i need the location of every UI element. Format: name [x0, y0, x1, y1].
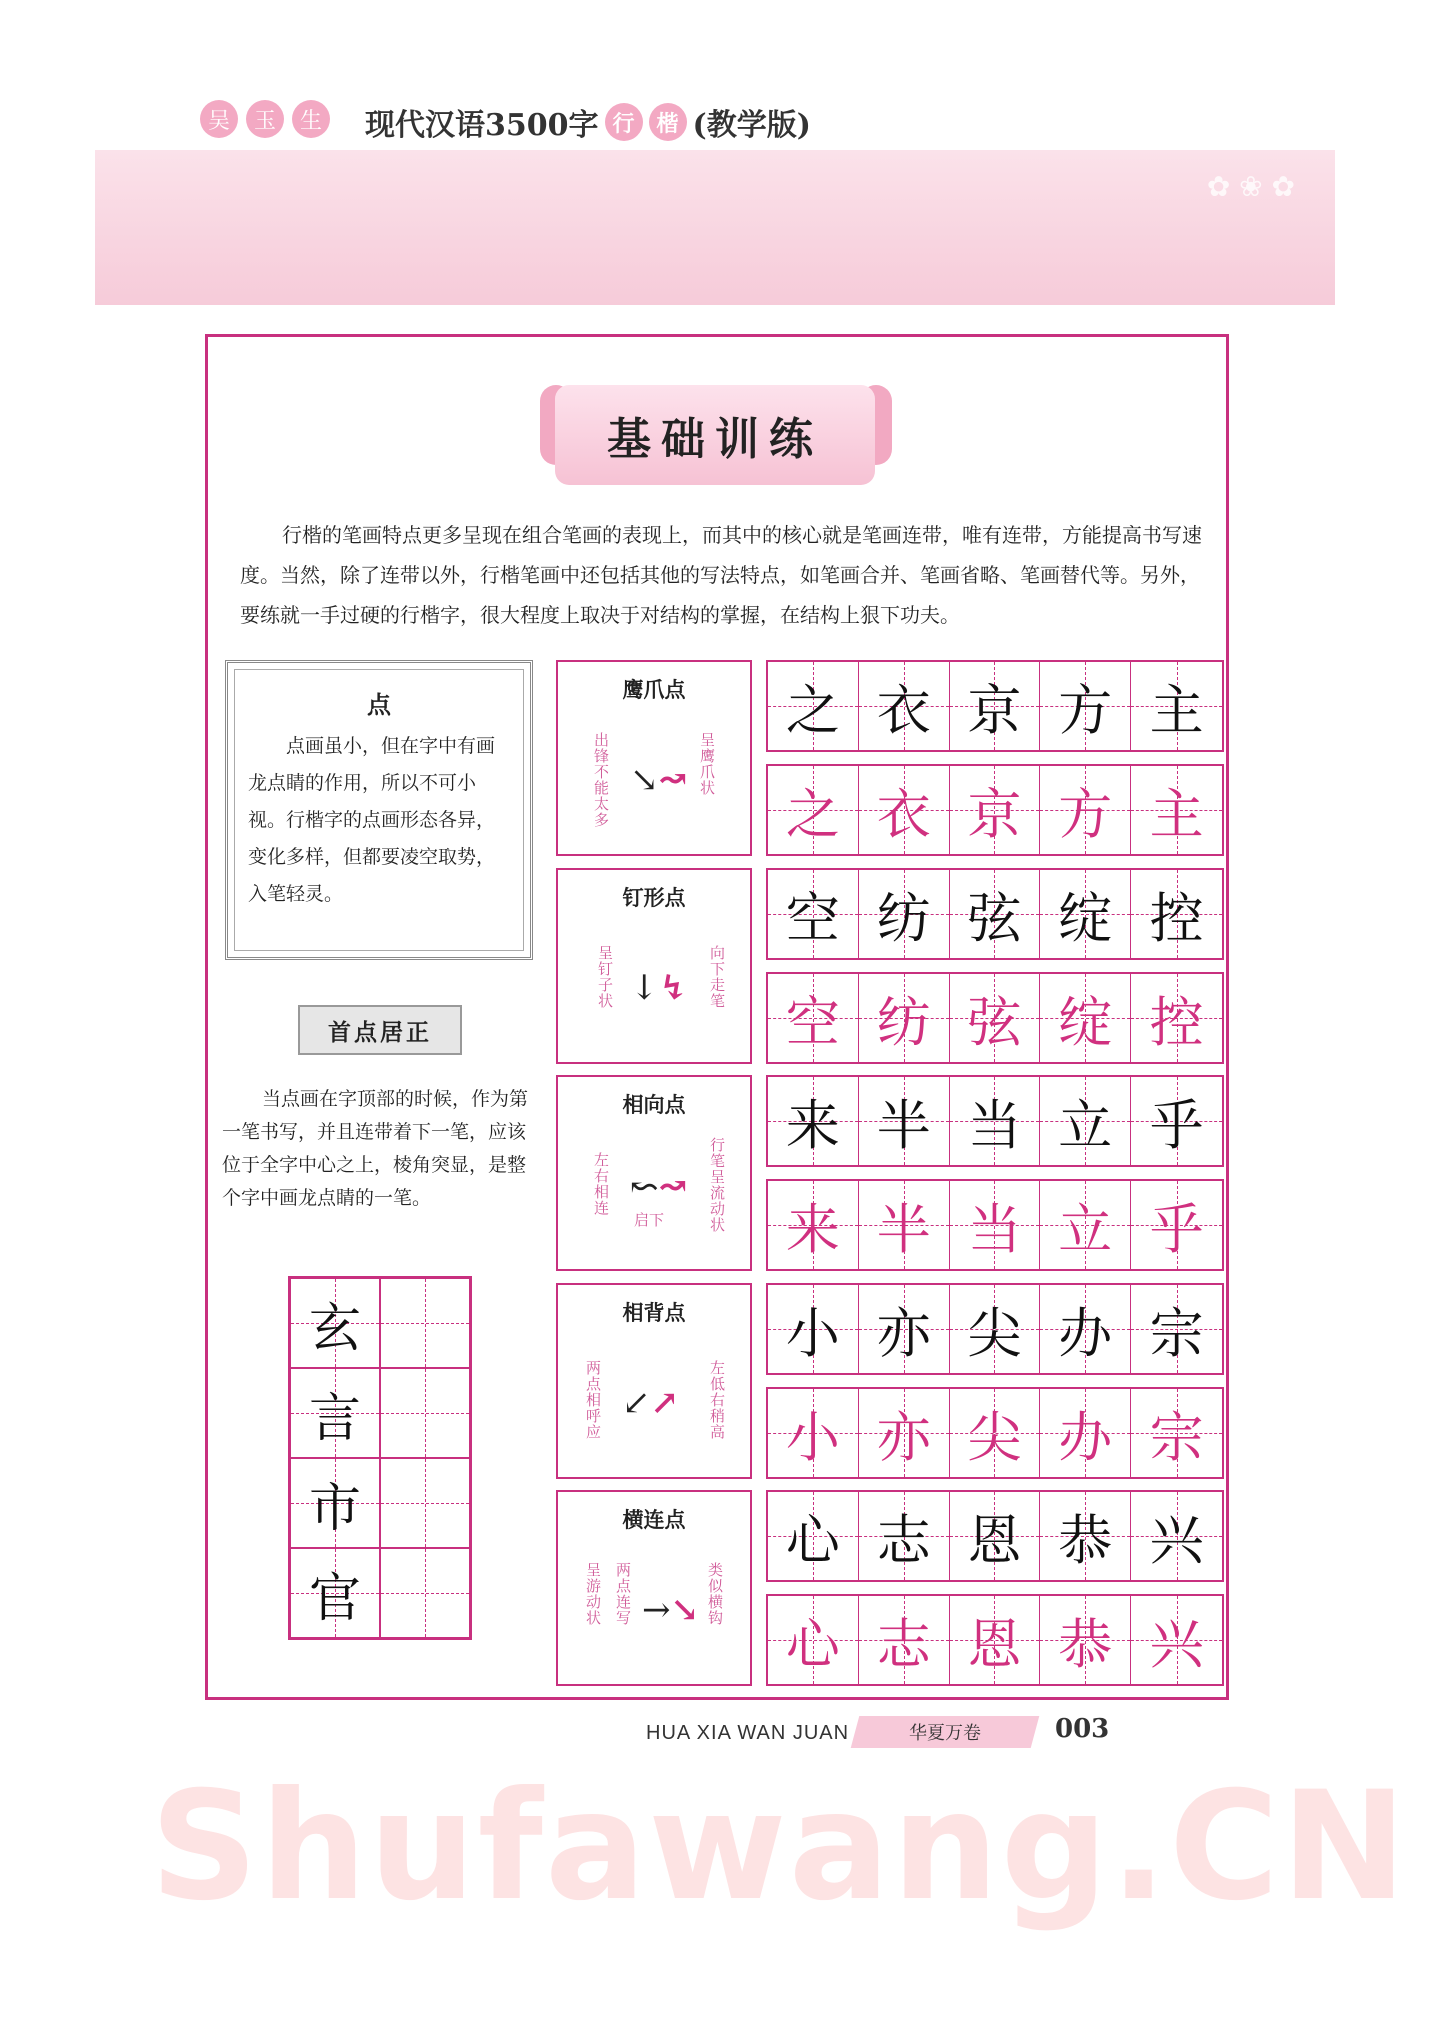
stroke-note-left: 呈钉子状 — [596, 945, 614, 1009]
practice-cell — [768, 1492, 859, 1580]
practice-cell — [950, 662, 1041, 750]
practice-row-model — [766, 868, 1224, 960]
trace-char: 半 — [876, 1197, 931, 1261]
practice-cell — [1040, 1492, 1131, 1580]
practice-cell — [1131, 1181, 1222, 1269]
practice-char: 来 — [785, 1093, 840, 1157]
practice-cell — [950, 1492, 1041, 1580]
footer-publisher-en: HUA XIA WAN JUAN — [646, 1722, 850, 1744]
info-box-title: 点 — [367, 691, 391, 719]
practice-cell — [859, 1077, 950, 1165]
stroke-note-right: 行笔呈流动状 — [708, 1137, 726, 1233]
stroke-note-left: 出锋不能太多 — [592, 732, 610, 828]
footer-publisher-cn — [851, 1716, 1040, 1748]
practice-cell — [1040, 1389, 1131, 1477]
practice-cell — [859, 1285, 950, 1373]
practice-char: 办 — [1058, 1301, 1113, 1365]
practice-char: 当 — [967, 1093, 1022, 1157]
footer-publisher-cn-text: 华夏万卷 — [909, 1723, 981, 1744]
flower-decoration-icon: ✿ ❀ ✿ — [1206, 170, 1295, 203]
practice-cell — [768, 1181, 859, 1269]
watermark: Shufawang.CN — [150, 1760, 1409, 1934]
practice-cell — [768, 766, 859, 854]
practice-char: 空 — [785, 886, 840, 950]
practice-cell-empty — [380, 1368, 470, 1458]
trace-char: 控 — [1149, 990, 1204, 1054]
practice-cell — [859, 974, 950, 1062]
practice-cell — [1040, 662, 1131, 750]
stroke-box-nail-dot — [556, 868, 752, 1064]
stroke-name: 横连点 — [622, 1508, 686, 1532]
practice-cell — [950, 870, 1041, 958]
practice-char: 方 — [1058, 678, 1113, 742]
practice-row-model — [766, 660, 1224, 752]
trace-char: 乎 — [1149, 1197, 1204, 1261]
practice-cell-empty — [380, 1548, 470, 1638]
style-badge: 行 — [605, 103, 643, 141]
practice-row-trace — [766, 1594, 1224, 1686]
practice-cell — [290, 1458, 380, 1548]
practice-cell-empty — [380, 1278, 470, 1368]
trace-char: 京 — [967, 782, 1022, 846]
practice-row-trace — [766, 1179, 1224, 1271]
stroke-note-right: 类似横钩 — [706, 1562, 724, 1626]
practice-cell — [950, 974, 1041, 1062]
trace-char: 小 — [785, 1405, 840, 1469]
left-practice-grid — [288, 1276, 472, 1640]
author-char: 玉 — [246, 100, 284, 138]
book-title — [365, 100, 811, 144]
stroke-demo-icon: ↘↝ — [630, 760, 687, 800]
practice-cell — [1131, 1285, 1222, 1373]
info-box-text: 点画虽小，但在字中有画龙点睛的作用，所以不可小视。行楷字的点画形态各异，变化多样，但都要凌空取势，入笔轻灵。 — [248, 735, 496, 905]
practice-char: 之 — [785, 678, 840, 742]
practice-char: 恩 — [967, 1508, 1022, 1572]
practice-cell — [1040, 974, 1131, 1062]
practice-cell — [1131, 1492, 1222, 1580]
practice-cell — [768, 870, 859, 958]
trace-char: 恭 — [1058, 1612, 1113, 1676]
trace-char: 立 — [1058, 1197, 1113, 1261]
section-title: 基础训练 — [607, 414, 823, 465]
practice-row-trace — [766, 1387, 1224, 1479]
edition-label: (教学版) — [692, 108, 811, 143]
rule-tag: 首点居正 — [298, 1005, 462, 1055]
practice-cell — [950, 1077, 1041, 1165]
trace-char: 绽 — [1058, 990, 1113, 1054]
practice-cell — [1040, 1285, 1131, 1373]
practice-cell — [290, 1368, 380, 1458]
practice-cell-empty — [380, 1458, 470, 1548]
practice-cell — [768, 1596, 859, 1684]
author-name — [200, 100, 330, 138]
practice-char: 弦 — [967, 886, 1022, 950]
trace-char: 宗 — [1149, 1405, 1204, 1469]
practice-char: 玄 — [308, 1298, 361, 1359]
trace-char: 方 — [1058, 782, 1113, 846]
practice-char: 控 — [1149, 886, 1204, 950]
author-char: 生 — [292, 100, 330, 138]
stroke-demo-icon: ↜↝ — [630, 1167, 687, 1207]
practice-cell — [1131, 1389, 1222, 1477]
practice-char: 志 — [876, 1508, 931, 1572]
practice-cell — [1131, 1077, 1222, 1165]
trace-char: 当 — [967, 1197, 1022, 1261]
practice-cell — [1040, 1181, 1131, 1269]
practice-char: 乎 — [1149, 1093, 1204, 1157]
practice-cell — [859, 1181, 950, 1269]
practice-cell — [768, 1077, 859, 1165]
stroke-name: 相背点 — [622, 1301, 686, 1325]
practice-cell — [859, 662, 950, 750]
header-band — [95, 150, 1335, 305]
practice-cell — [950, 1181, 1041, 1269]
practice-cell — [768, 1389, 859, 1477]
style-badge: 楷 — [649, 103, 687, 141]
practice-char: 亦 — [876, 1301, 931, 1365]
stroke-note-right: 呈鹰爪状 — [698, 732, 716, 796]
practice-char: 尖 — [967, 1301, 1022, 1365]
practice-cell — [859, 1492, 950, 1580]
practice-char: 言 — [308, 1388, 361, 1449]
practice-cell — [950, 1596, 1041, 1684]
practice-cell — [859, 766, 950, 854]
stroke-note-right: 左低右稍高 — [708, 1360, 726, 1440]
practice-cell — [1131, 974, 1222, 1062]
trace-char: 弦 — [967, 990, 1022, 1054]
practice-char: 市 — [308, 1478, 361, 1539]
practice-cell — [768, 974, 859, 1062]
practice-char: 官 — [308, 1568, 361, 1629]
practice-cell — [1040, 870, 1131, 958]
practice-cell — [290, 1278, 380, 1368]
practice-char: 半 — [876, 1093, 931, 1157]
stroke-note-mid: 两点连写 — [614, 1562, 632, 1626]
page-number: 003 — [1055, 1714, 1110, 1744]
stroke-name: 鹰爪点 — [622, 678, 686, 702]
practice-cell — [1131, 766, 1222, 854]
trace-char: 主 — [1149, 782, 1204, 846]
practice-cell — [1040, 766, 1131, 854]
stroke-demo-icon: ↓↯ — [630, 968, 688, 1008]
practice-cell — [859, 1389, 950, 1477]
practice-char: 衣 — [876, 678, 931, 742]
practice-char: 纺 — [876, 886, 931, 950]
trace-char: 亦 — [876, 1405, 931, 1469]
practice-cell — [1131, 1596, 1222, 1684]
practice-char: 恭 — [1058, 1508, 1113, 1572]
practice-char: 立 — [1058, 1093, 1113, 1157]
stroke-note-left: 呈游动状 — [584, 1562, 602, 1626]
practice-cell — [950, 766, 1041, 854]
stroke-box-facing-dots — [556, 1075, 752, 1271]
trace-char: 办 — [1058, 1405, 1113, 1469]
practice-row-model — [766, 1283, 1224, 1375]
practice-cell — [1040, 1077, 1131, 1165]
practice-cell — [859, 1596, 950, 1684]
trace-char: 之 — [785, 782, 840, 846]
practice-row-trace — [766, 972, 1224, 1064]
stroke-name: 钉形点 — [622, 886, 686, 910]
practice-cell — [950, 1389, 1041, 1477]
practice-row-model — [766, 1490, 1224, 1582]
practice-cell — [768, 1285, 859, 1373]
trace-char: 恩 — [967, 1612, 1022, 1676]
trace-char: 兴 — [1149, 1612, 1204, 1676]
practice-cell — [290, 1548, 380, 1638]
practice-cell — [768, 662, 859, 750]
stroke-note-left: 左右相连 — [592, 1152, 610, 1216]
book-title-text: 现代汉语3500字 — [365, 108, 599, 143]
trace-char: 志 — [876, 1612, 931, 1676]
stroke-box-back-to-back-dots — [556, 1283, 752, 1479]
practice-char: 兴 — [1149, 1508, 1204, 1572]
practice-cell — [1040, 1596, 1131, 1684]
stroke-note-right: 向下走笔 — [708, 945, 726, 1009]
trace-char: 尖 — [967, 1405, 1022, 1469]
practice-row-model — [766, 1075, 1224, 1167]
practice-char: 心 — [785, 1508, 840, 1572]
practice-cell — [950, 1285, 1041, 1373]
practice-cell — [1131, 870, 1222, 958]
stroke-box-eagle-claw-dot — [556, 660, 752, 856]
rule-paragraph: 当点画在字顶部的时候，作为第一笔书写，并且连带着下一笔，应该位于全字中心之上，棱角突显，是整个字中画龙点睛的一笔。 — [222, 1088, 529, 1209]
section-title-banner — [555, 385, 875, 485]
stroke-note-left: 两点相呼应 — [584, 1360, 602, 1440]
stroke-box-horizontal-linked-dots — [556, 1490, 752, 1686]
info-box — [225, 660, 533, 960]
practice-char: 小 — [785, 1301, 840, 1365]
practice-row-trace — [766, 764, 1224, 856]
practice-cell — [859, 870, 950, 958]
stroke-demo-icon: →↘ — [642, 1590, 699, 1630]
stroke-demo-icon: ↙↗ — [622, 1383, 679, 1423]
practice-cell — [1131, 662, 1222, 750]
practice-char: 宗 — [1149, 1301, 1204, 1365]
practice-char: 京 — [967, 678, 1022, 742]
practice-char: 主 — [1149, 678, 1204, 742]
trace-char: 心 — [785, 1612, 840, 1676]
trace-char: 衣 — [876, 782, 931, 846]
stroke-name: 相向点 — [622, 1093, 686, 1117]
trace-char: 来 — [785, 1197, 840, 1261]
trace-char: 空 — [785, 990, 840, 1054]
trace-char: 纺 — [876, 990, 931, 1054]
stroke-note-mid: 启下 — [634, 1211, 665, 1229]
author-char: 吴 — [200, 100, 238, 138]
practice-char: 绽 — [1058, 886, 1113, 950]
intro-paragraph: 行楷的笔画特点更多呈现在组合笔画的表现上，而其中的核心就是笔画连带，唯有连带，方能提高书写速度。当然，除了连带以外，行楷笔画中还包括其他的写法特点，如笔画合并、笔画省略、笔画替代等。另外，要练就一手过硬的行楷字，很大程度上取决于对结构的掌握，在结构上狠下功夫。 — [240, 523, 1202, 627]
